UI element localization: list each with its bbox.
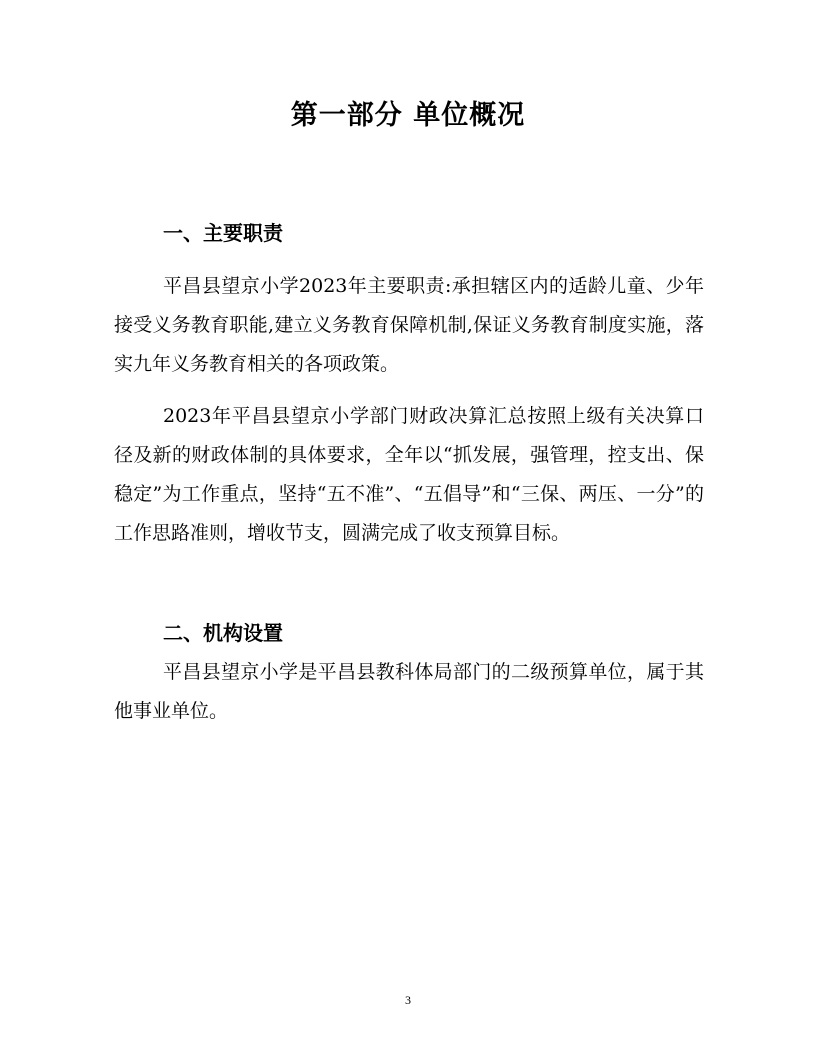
page-title: 第一部分 单位概况 xyxy=(290,100,526,131)
paragraph-organization: 平昌县望京小学是平昌县教科体局部门的二级预算单位，属于其他事业单位。 xyxy=(114,661,704,722)
paragraph-final-accounts-summary: 2023年平昌县望京小学部门财政决算汇总按照上级有关决算口径及新的财政体制的具体要求，全年以“抓发展，强管理，控支出、保稳定”为工作重点，坚持“五不准”、“五倡导”和“三保、两压、一分”的工作思路准则，增收节支，圆满完成了收支预算目标。 xyxy=(114,405,704,544)
section-heading-organization: 二、机构设置 xyxy=(163,621,283,645)
paragraph-main-duties: 平昌县望京小学2023年主要职责:承担辖区内的适龄儿童、少年接受义务教育职能,建立义务教育保障机制,保证义务教育制度实施，落实九年义务教育相关的各项政策。 xyxy=(114,275,704,375)
section-heading-main-duties: 一、主要职责 xyxy=(163,221,283,245)
page-number: 3 xyxy=(405,993,411,1007)
